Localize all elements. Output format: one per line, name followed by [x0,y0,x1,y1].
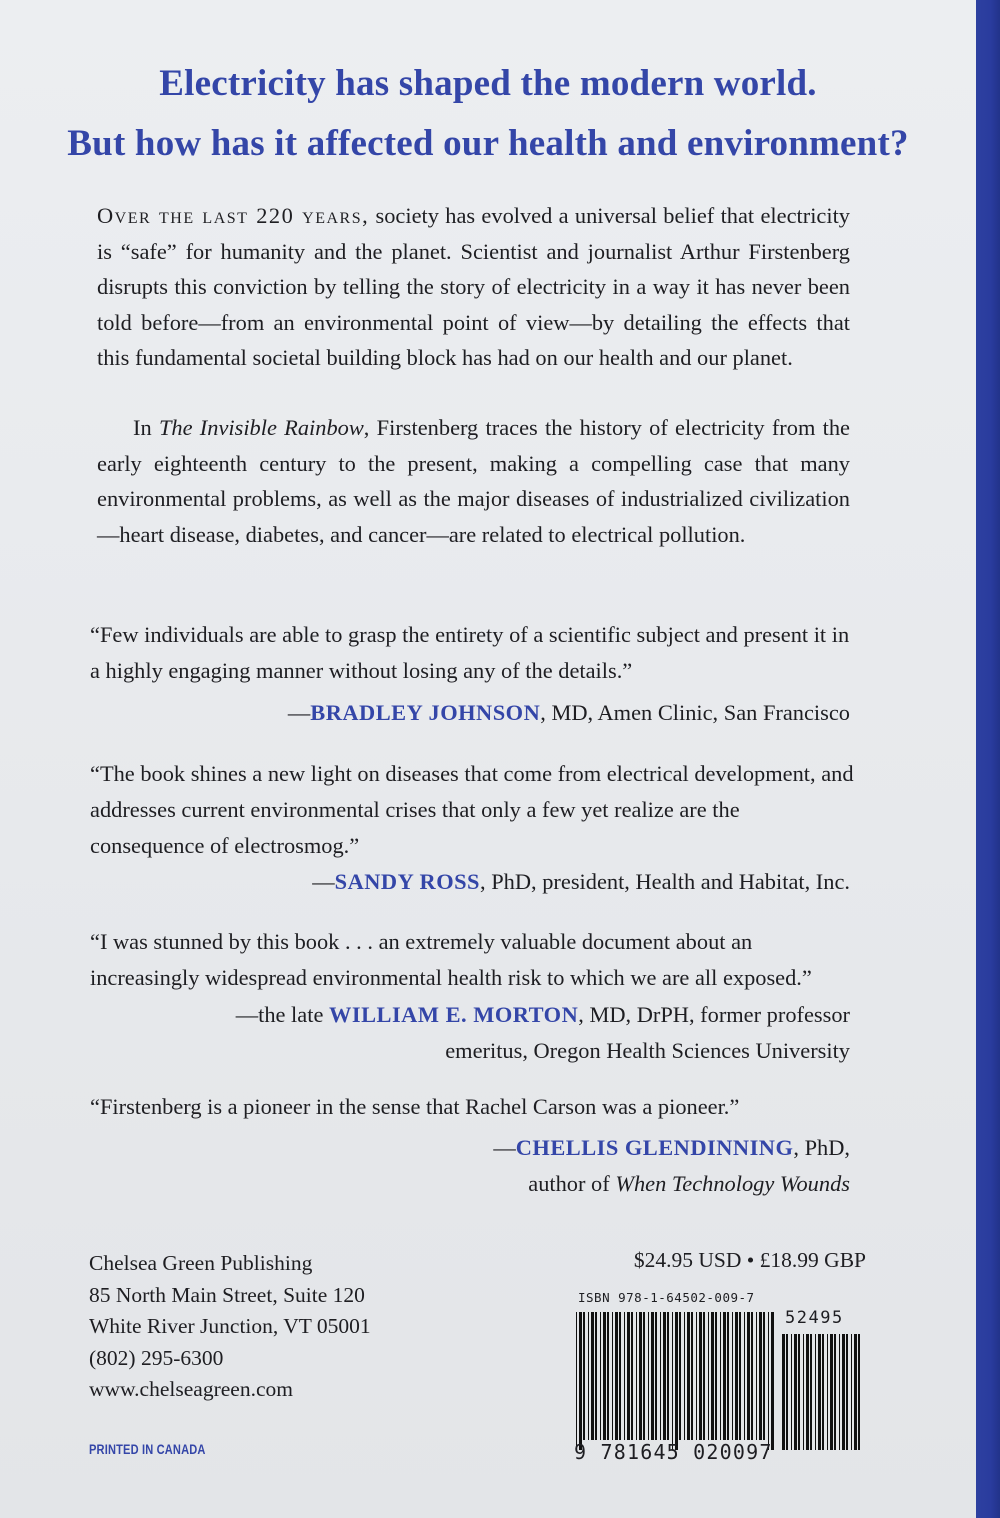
barcode-bar [735,1312,738,1440]
blurb-quote-3: “I was stunned by this book . . . an extremely valuable document about an increasingly widespread environmental health risk to which we are all exposed.” [90,929,812,990]
publisher-website: www.chelseagreen.com [89,1377,293,1401]
description-paragraph-2 [97,410,850,552]
description-p2-text: , Firstenberg traces the history of electricity from the early eighteenth century to the present, making a compelling case that many environmental problems, as well as the major diseases of industrialized civilization—heart disease, diabetes, and cancer—are related to electrical pollution. [97,415,850,547]
endorser-book-title: When Technology Wounds [615,1171,850,1196]
description-paragraph-1 [97,198,850,376]
barcode-bar [612,1312,613,1440]
blurb-attribution-4 [90,1130,850,1202]
barcode-bar [648,1312,649,1440]
barcode-bar [846,1334,848,1450]
endorser-name: WILLIAM E. MORTON [328,1002,579,1027]
barcode-bar [810,1334,812,1450]
barcode-bar [699,1312,702,1440]
barcode-bar [747,1312,750,1440]
barcode-bar [851,1334,852,1450]
barcode-bar [794,1334,797,1450]
printed-in-label: PRINTED IN CANADA [89,1442,206,1457]
headline-line-1: Electricity has shaped the modern world. [159,63,817,104]
barcode-bar [591,1312,594,1440]
barcode-bar [822,1334,824,1450]
barcode-bar [663,1312,666,1440]
barcode-bar [771,1312,774,1450]
barcode-bar [720,1312,721,1440]
headline-line-2: But how has it affected our health and environment? [67,123,909,164]
barcode-bar [791,1334,792,1450]
barcode-bar [603,1312,606,1440]
barcode-bar [643,1312,645,1440]
barcode-bar [607,1312,609,1440]
isbn-digits: 9 781645 020097 [574,1440,773,1464]
blurb-attribution-1 [90,695,850,731]
attribution-prefix: —the late [235,1002,329,1027]
barcode-bar [830,1334,833,1450]
barcode-bar [708,1312,709,1440]
endorser-credentials-line-2-pre: author of [528,1171,616,1196]
blurb-attribution-3 [90,997,850,1069]
barcode-bar [660,1312,661,1440]
barcode [574,1290,869,1480]
price-addon-number: 52495 [785,1308,844,1328]
barcode-bar [655,1312,657,1440]
barcode-bar [583,1312,585,1440]
description-p1-text: society has evolved a universal belief that electricity is “safe” for humanity and the planet. Scientist and journalist Arthur Firstenberg disrupts this conviction by telling the story of electricity in a way it has never been told before—from an environmental point of view—by detailing the effects that this fundamental societal building block has had on our health and our planet. [97,203,850,370]
barcode-bar [624,1312,625,1440]
barcode-bar [842,1334,845,1450]
barcode-bar [786,1334,788,1450]
isbn-label: ISBN 978-1-64502-009-7 [578,1290,755,1305]
barcode-bar [834,1334,836,1450]
attribution-dash: — [493,1135,516,1160]
barcode-bar [768,1312,769,1450]
barcode-bar [782,1334,785,1450]
barcode-bar [854,1334,857,1450]
publisher-name: Chelsea Green Publishing [89,1251,313,1275]
barcode-bar [739,1312,741,1440]
barcode-bar [827,1334,828,1450]
barcode-bar [675,1312,678,1450]
publisher-city: White River Junction, VT 05001 [89,1314,371,1338]
barcode-bar [815,1334,816,1450]
barcode-bar [588,1312,589,1440]
barcode-bar [751,1312,753,1440]
barcode-bar [756,1312,757,1440]
blurb-quote-1: “Few individuals are able to grasp the entirety of a scientific subject and present it in a highly engaging manner without losing any of the details.” [90,622,850,683]
barcode-bar [687,1312,690,1440]
barcode-bar [858,1334,860,1450]
barcode-bar [696,1312,697,1440]
barcode-bar [732,1312,733,1440]
barcode-bar [579,1312,582,1450]
barcode-bar [672,1312,673,1450]
barcode-bar [691,1312,693,1440]
endorser-credentials: , MD, DrPH, former professor [578,1002,850,1027]
barcode-bar [619,1312,621,1440]
barcode-bar [651,1312,654,1440]
endorser-credentials: , MD, Amen Clinic, San Francisco [540,700,850,725]
barcode-bar [759,1312,762,1440]
barcode-bar [806,1334,809,1450]
barcode-bar [576,1312,577,1450]
publisher-phone: (802) 295-6300 [89,1345,224,1370]
barcode-bar [798,1334,800,1450]
endorser-credentials-line-2: emeritus, Oregon Health Sciences University [445,1038,850,1063]
barcode-bar [711,1312,714,1440]
attribution-dash: — [312,869,335,894]
endorser-name: CHELLIS GLENDINNING [515,1135,794,1160]
endorser-credentials: , PhD, president, Health and Habitat, Inc. [480,869,850,894]
blurb-quote-2: “The book shines a new light on diseases that come from electrical development, and addresses current environmental crises that only a few yet realize are the consequence of electrosmog.” [90,761,854,858]
blurb-quote-4: “Firstenberg is a pioneer in the sense that Rachel Carson was a pioneer.” [90,1094,740,1119]
price-label: $24.95 USD • £18.99 GBP [633,1248,866,1272]
barcode-bar [684,1312,685,1440]
publisher-street: 85 North Main Street, Suite 120 [89,1282,365,1307]
barcode-bar [839,1334,840,1450]
barcode-bar [595,1312,597,1440]
barcode-bar [723,1312,726,1440]
spine-edge [976,0,1000,1518]
barcode-bar [727,1312,729,1440]
publisher-address [89,1248,489,1406]
description-lead-in: Over the last 220 years, [97,203,370,228]
barcode-bar [763,1312,765,1440]
blurb-attribution-2 [90,864,850,900]
description-p2-pre: In [133,415,159,440]
barcode-bar [639,1312,642,1440]
attribution-dash: — [287,700,311,725]
barcode-bar [636,1312,637,1440]
barcode-bar [667,1312,669,1440]
barcode-bar [615,1312,618,1440]
barcode-bar [627,1312,630,1440]
barcode-bar [703,1312,705,1440]
barcode-bar [679,1312,681,1440]
endorser-credentials: , PhD, [793,1135,850,1160]
barcode-bar [744,1312,745,1440]
endorser-name: SANDY ROSS [334,869,481,894]
barcode-bar [818,1334,821,1450]
book-title: The Invisible Rainbow [158,415,364,440]
barcode-bar [631,1312,633,1440]
barcode-bar [715,1312,717,1440]
barcode-bar [600,1312,601,1440]
endorser-name: BRADLEY JOHNSON [310,700,541,725]
barcode-bar [803,1334,804,1450]
